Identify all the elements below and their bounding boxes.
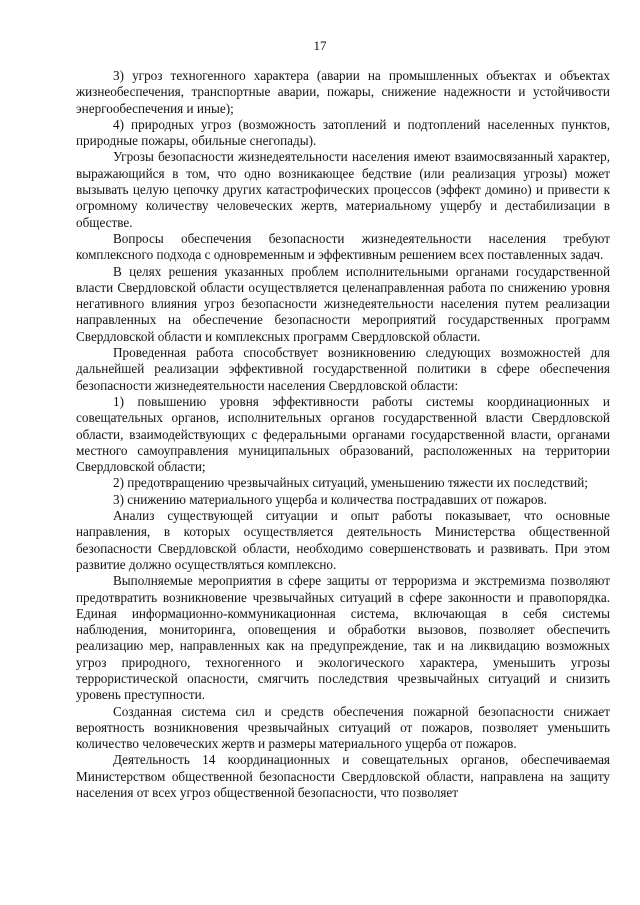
- paragraph-list-item-1: 1) повышению уровня эффективности работы системы координационных и совещательных органов, исполнительных органов государственной власти Свердловской области, взаимодействующих с федеральными органами государственной власти, органами местного самоуправления муниципальных образований, расположенных на территории Свердловской области;: [76, 393, 610, 475]
- paragraph-analysis: Анализ существующей ситуации и опыт работы показывает, что основные направления, в которых осуществляется деятельность Министерства общественной безопасности Свердловской области, необходимо совершенствовать и развивать. При этом развитие должно осуществляться комплексно.: [76, 508, 610, 572]
- paragraph-coordination-bodies: Деятельность 14 координационных и совещательных органов, обеспечиваемая Министерством общественной безопасности Свердловской области, направлена на защиту населения от всех угроз общественной безопасности, что позволяет: [76, 752, 610, 801]
- paragraph-list-item-3: 3) снижению материального ущерба и количества пострадавших от пожаров.: [113, 491, 547, 507]
- paragraph-list-item-2: 2) предотвращению чрезвычайных ситуаций, уменьшению тяжести их последствий;: [113, 475, 588, 491]
- paragraph-opportunities: Проведенная работа способствует возникновению следующих возможностей для дальнейшей реализации эффективной государственной политики в сфере обеспечения безопасности жизнедеятельности населения Свердловской области:: [76, 345, 610, 393]
- paragraph-item-4-natural: 4) природных угроз (возможность затоплений и подтоплений населенных пунктов, природные пожары, обильные снегопады).: [76, 116, 610, 149]
- paragraph-terrorism-measures: Выполняемые мероприятия в сфере защиты от терроризма и экстремизма позволяют предотвратить возникновение чрезвычайных ситуаций в сфере законности и правопорядка. Единая информационно-коммуникационная система, включающая в себя системы наблюдения, мониторинга, оповещения и обработки вызовов, позволяет обеспечить реализацию мер, направленных как на предупреждение, так и на ликвидацию возможных угроз природного, техногенного и экологического характера, уменьшить угрозы террористической опасности, смягчить последствия чрезвычайных ситуаций и снизить уровень преступности.: [76, 573, 610, 703]
- paragraph-fire-safety: Созданная система сил и средств обеспечения пожарной безопасности снижает вероятность возникновения чрезвычайных ситуаций от пожаров, позволяет уменьшить количество человеческих жертв и размеры материального ущерба от пожаров.: [76, 703, 610, 752]
- paragraph-threats-interrelated: Угрозы безопасности жизнедеятельности населения имеют взаимосвязанный характер, выражающийся в том, что одно возникающее бедствие (или реализация угрозы) может вызывать целую цепочку других катастрофических процессов (эффект домино) и привести к огромному количеству человеческих жертв, материальному ущербу и дестабилизации в обществе.: [76, 149, 610, 230]
- page-number: 17: [313, 38, 327, 53]
- body-text: [76, 68, 610, 801]
- paragraph-targeted-work: В целях решения указанных проблем исполнительными органами государственной власти Свердловской области осуществляется целенаправленная работа по снижению уровня негативного влияния угроз безопасности жизнедеятельности населения путем реализации направленных на обеспечение безопасности мероприятий государственных программ Свердловской области и комплексных программ Свердловской области.: [76, 263, 610, 344]
- paragraph-complex-approach: Вопросы обеспечения безопасности жизнедеятельности населения требуют комплексного подхода с одновременным и эффективным решением всех поставленных задач.: [76, 230, 610, 263]
- paragraph-item-3-technogenic: 3) угроз техногенного характера (аварии на промышленных объектах и объектах жизнеобеспечения, транспортные аварии, пожары, снижение надежности и устойчивости энергообеспечения и иные);: [76, 68, 610, 116]
